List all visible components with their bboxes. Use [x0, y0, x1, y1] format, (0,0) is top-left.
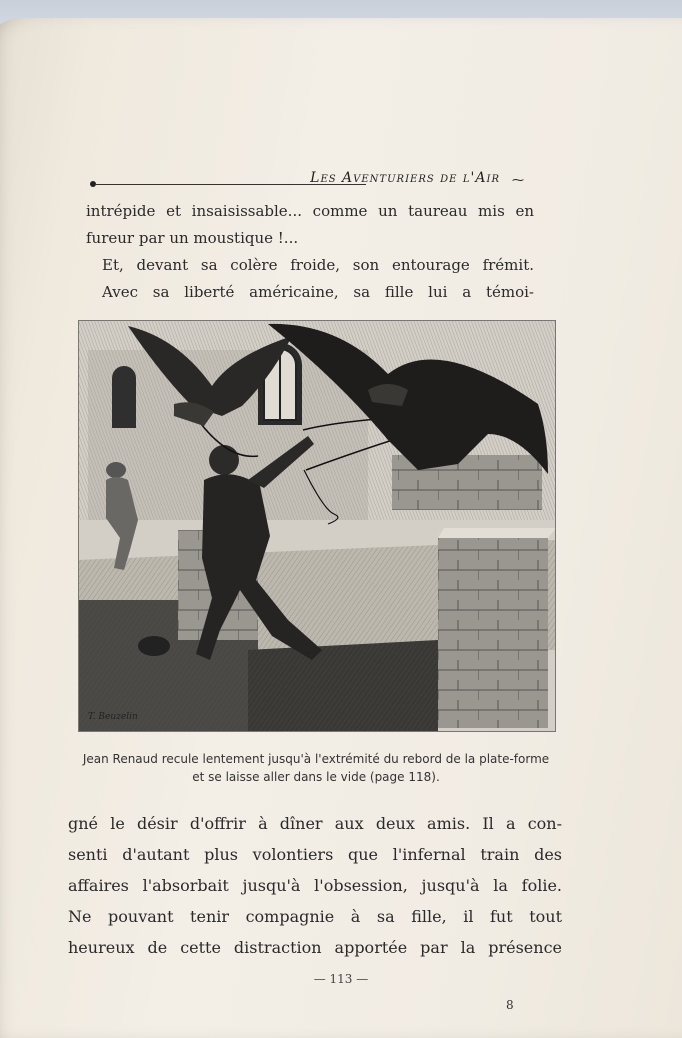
header-flourish-icon: ⁓ [512, 173, 524, 187]
running-title: Les Aventuriers de l'Air [310, 170, 500, 186]
text-line: intrépide et insaisissable... comme un taureau mis en [86, 202, 534, 220]
text-line: fureur par un moustique !... [86, 229, 299, 247]
text-line: Et, devant sa colère froide, son entourage frémit. [102, 256, 534, 274]
engraving-illustration [78, 320, 556, 732]
caption-line: Jean Renaud recule lentement jusqu'à l'extrémité du rebord de la plate-forme [82, 752, 550, 766]
running-header [88, 168, 528, 190]
text-line: gné le désir d'offrir à dîner aux deux amis. Il a con- [68, 814, 562, 833]
figure-caption [60, 750, 572, 786]
signature-mark: 8 [506, 998, 514, 1012]
artist-signature: T. Beuzelin [88, 712, 138, 722]
text-line: Avec sa liberté américaine, sa fille lui a témoi- [102, 283, 534, 301]
paragraph-bottom [68, 808, 562, 963]
paragraph-top [86, 198, 534, 306]
text-line: heureux de cette distraction apportée par la présence [68, 938, 562, 957]
text-line: affaires l'absorbait jusqu'à l'obsession, jusqu'à la folie. [68, 876, 562, 895]
text-line: senti d'autant plus volontiers que l'infernal train des [68, 845, 562, 864]
page-number: — 113 — [313, 972, 369, 986]
text-line: Ne pouvant tenir compagnie à sa fille, il fut tout [68, 907, 562, 926]
caption-line: et se laisse aller dans le vide (page 118). [192, 770, 440, 784]
engraving-eagles-man-icon [78, 320, 556, 732]
